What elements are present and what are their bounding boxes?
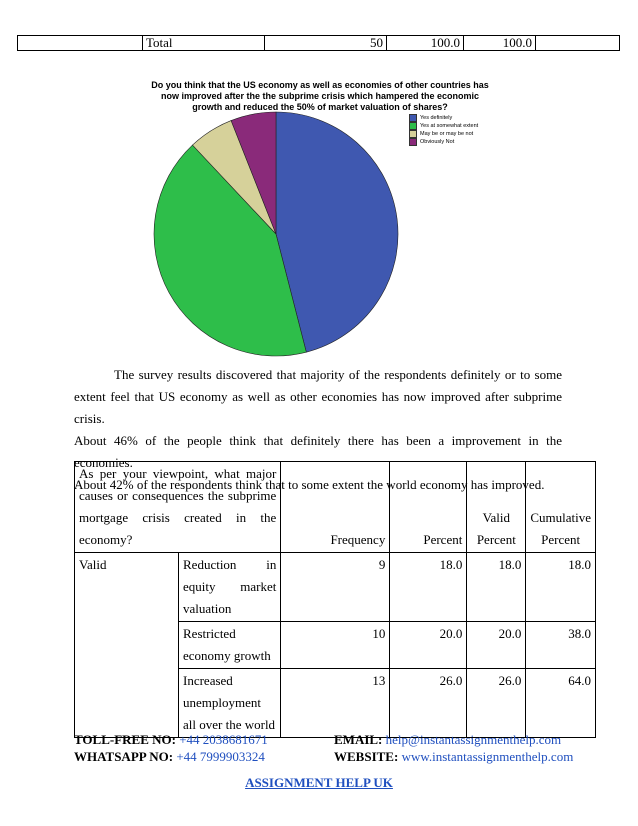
- total-row-table: [17, 35, 620, 51]
- pie-chart: [150, 110, 406, 360]
- row-valid: 26.0: [467, 669, 526, 738]
- legend-swatch: [409, 130, 417, 138]
- legend-swatch: [409, 114, 417, 122]
- legend-item: [409, 114, 478, 122]
- row-label: Increased unemployment all over the world: [179, 669, 281, 738]
- legend-label: Yes definitely: [420, 115, 453, 121]
- header-percent: Percent: [390, 462, 467, 553]
- paragraph-text: The survey results discovered that majority of the respondents definitely or to some extent feel that US economy as well as other economies has now improved after subprime crisis.: [74, 367, 562, 426]
- website-link[interactable]: www.instantassignmenthelp.com: [401, 749, 574, 764]
- group-label: Valid: [75, 553, 179, 738]
- chart-legend: [409, 114, 478, 146]
- email-link[interactable]: help@instantassignmenthelp.com: [385, 732, 562, 747]
- row-percent: 26.0: [390, 669, 467, 738]
- row-frequency: 9: [281, 553, 390, 622]
- row-cumulative: 38.0: [526, 622, 596, 669]
- row-cumulative: 64.0: [526, 669, 596, 738]
- total-label: Total: [143, 36, 265, 51]
- paragraph-text: About 42% of the respondents think that to some extent the world economy has improved.: [74, 477, 545, 492]
- row-label: Restricted economy growth: [179, 622, 281, 669]
- header-cumulative: Cumulative Percent: [526, 462, 596, 553]
- row-frequency: 13: [281, 669, 390, 738]
- tollfree-label: TOLL-FREE NO:: [74, 732, 176, 747]
- tollfree-number[interactable]: +44 2038681671: [179, 732, 268, 747]
- row-label: Reduction in equity market valuation: [179, 553, 281, 622]
- total-percent: 100.0: [387, 36, 464, 51]
- whatsapp-number[interactable]: +44 7999903324: [176, 749, 265, 764]
- header-valid-percent: Valid Percent: [467, 462, 526, 553]
- empty-cell: [18, 36, 143, 51]
- contact-footer: [74, 731, 574, 765]
- legend-item: [409, 130, 478, 138]
- website-label: WEBSITE:: [334, 749, 399, 764]
- empty-cell: [536, 36, 620, 51]
- whatsapp-label: WHATSAPP NO:: [74, 749, 174, 764]
- row-valid: 18.0: [467, 553, 526, 622]
- footer-banner-link[interactable]: ASSIGNMENT HELP UK: [245, 775, 393, 790]
- row-frequency: 10: [281, 622, 390, 669]
- question-cell: As per your viewpoint, what major causes or consequences the subprime mortgage crisis created in the economy?: [75, 462, 281, 553]
- legend-item: [409, 122, 478, 130]
- legend-swatch: [409, 122, 417, 130]
- legend-label: May be or may be not: [420, 131, 474, 137]
- chart-title: [130, 80, 510, 113]
- table-row: [75, 553, 596, 622]
- email-label: EMAIL:: [334, 732, 383, 747]
- legend-label: Obviously Not: [420, 139, 455, 145]
- row-cumulative: 18.0: [526, 553, 596, 622]
- frequency-table: [74, 461, 596, 738]
- chart-title-line: growth and reduced the 50% of market valuation of shares?: [192, 102, 448, 112]
- total-frequency: 50: [265, 36, 387, 51]
- chart-title-line: Do you think that the US economy as well as economies of other countries has: [151, 80, 489, 90]
- chart-title-line: now improved after the the subprime crisis which hampered the economic: [160, 91, 480, 101]
- legend-item: [409, 138, 478, 146]
- header-frequency: Frequency: [281, 462, 390, 553]
- row-percent: 18.0: [390, 553, 467, 622]
- row-percent: 20.0: [390, 622, 467, 669]
- table-header-row: [75, 462, 596, 553]
- row-valid: 20.0: [467, 622, 526, 669]
- total-valid-percent: 100.0: [464, 36, 536, 51]
- legend-label: Yes at somewhat extent: [420, 123, 479, 129]
- legend-swatch: [409, 138, 417, 146]
- paragraph-text: About 46% of the people think that definitely there has been a improvement in the economies.: [74, 433, 562, 470]
